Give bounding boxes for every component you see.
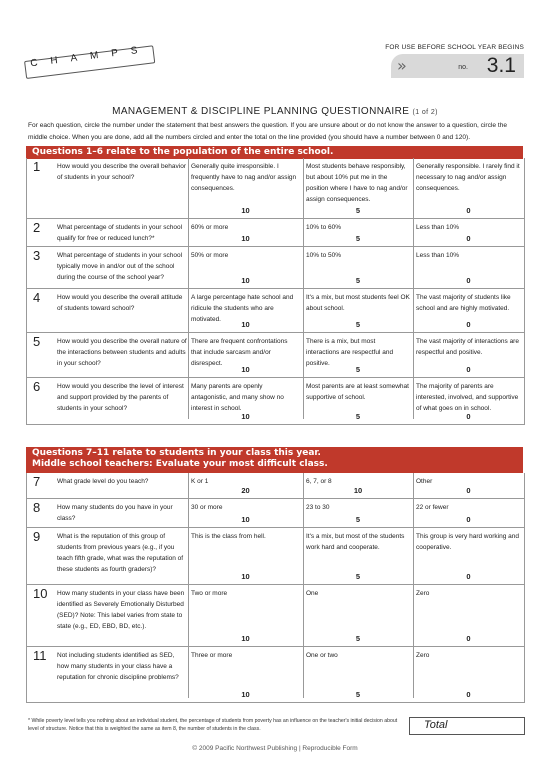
points-high[interactable]: 10 <box>241 634 250 643</box>
option-low: Generally responsible. I rarely find it necessary to nag and/or assign consequences. <box>416 163 520 192</box>
points-low[interactable]: 0 <box>466 634 471 643</box>
points-high[interactable]: 10 <box>241 572 250 581</box>
section-header-2-line2: Middle school teachers: Evaluate your most difficult class. <box>32 459 328 469</box>
double-chevron-icon: » <box>397 56 407 75</box>
points-low[interactable]: 0 <box>466 276 471 285</box>
question-number: 8 <box>33 500 41 515</box>
points-low[interactable]: 0 <box>466 365 471 374</box>
question-number: 10 <box>33 586 48 601</box>
option-mid: 10% to 60% <box>306 224 342 231</box>
option-mid: Most parents are at least somewhat supportive of school. <box>306 383 409 401</box>
question-row <box>27 473 524 499</box>
title-main: MANAGEMENT & DISCIPLINE PLANNING QUESTIONNAIRE <box>112 106 410 117</box>
points-mid[interactable]: 5 <box>355 234 361 243</box>
option-high: Generally quite irresponsible. I frequently have to nag and/or assign consequences. <box>191 163 297 192</box>
question-text: How would you describe the overall nature of the interactions between students and adults in your school? <box>57 338 187 367</box>
option-low: Less than 10% <box>416 224 460 231</box>
points-high[interactable]: 10 <box>241 690 250 699</box>
section-header-1: Questions 1–6 relate to the population of the entire school. <box>26 146 523 159</box>
points-high[interactable]: 10 <box>241 276 250 285</box>
question-text: What percentage of students in your school typically move in and/or out of the school during the course of the school year? <box>57 252 183 281</box>
points-mid[interactable]: 5 <box>355 276 361 285</box>
question-number: 4 <box>33 290 41 305</box>
option-high: 50% or more <box>191 252 229 259</box>
option-high: K or 1 <box>191 478 209 485</box>
question-text: How would you describe the overall attitude of students toward school? <box>57 294 183 312</box>
question-number: 6 <box>33 379 41 394</box>
points-high[interactable]: 10 <box>241 515 250 524</box>
option-mid: There is a mix, but most interactions are respectful and positive. <box>306 338 394 367</box>
form-number: 3.1 <box>486 54 516 77</box>
question-number: 7 <box>33 474 41 489</box>
points-low[interactable]: 0 <box>466 234 471 243</box>
question-text: How many students in your class have been identified as Severely Emotionally Disturbed (SED)? Note: This label varies from state to state (e.g., ED, EBD, BD, etc.). <box>57 590 185 630</box>
points-high[interactable]: 20 <box>241 486 250 495</box>
question-row <box>27 499 524 528</box>
question-row <box>27 647 524 703</box>
column-divider <box>188 158 189 419</box>
option-low: Zero <box>416 652 430 659</box>
footnote: * While poverty level tells you nothing about an individual student, the percentage of students from poverty has an influence on the teacher's initial decision about level of structure. Notice that this is weighted the same as item 8, the number of students in the class. <box>28 718 398 732</box>
points-mid[interactable]: 5 <box>355 365 361 374</box>
question-number: 3 <box>33 248 41 263</box>
option-mid: It's a mix, but most of the students work hard and cooperate. <box>306 533 405 551</box>
option-low: The vast majority of students like school and are highly motivated. <box>416 294 511 312</box>
question-text: How would you describe the level of interest and support provided by the parents of students in your school? <box>57 383 184 412</box>
question-number: 9 <box>33 529 41 544</box>
option-low: The vast majority of interactions are respectful and positive. <box>416 338 519 356</box>
option-mid: 6, 7, or 8 <box>306 478 332 485</box>
number-label: no. <box>458 64 468 71</box>
section-header-2 <box>26 447 523 473</box>
option-mid: 23 to 30 <box>306 504 330 511</box>
option-high: This is the class from hell. <box>191 533 266 540</box>
option-high: 30 or more <box>191 504 223 511</box>
points-mid[interactable]: 5 <box>355 634 361 643</box>
points-low[interactable]: 0 <box>466 412 471 421</box>
question-number: 11 <box>33 648 47 663</box>
usage-note: FOR USE BEFORE SCHOOL YEAR BEGINS <box>385 44 524 51</box>
question-row <box>27 247 524 289</box>
questions-table-2 <box>26 473 525 703</box>
points-high[interactable]: 10 <box>241 206 250 215</box>
option-high: There are frequent confrontations that include sarcasm and/or disrespect. <box>191 338 288 367</box>
copyright: © 2009 Pacific Northwest Publishing | Reproducible Form <box>192 745 358 752</box>
points-mid[interactable]: 5 <box>355 206 361 215</box>
points-high[interactable]: 10 <box>241 234 250 243</box>
question-number: 5 <box>33 334 41 349</box>
points-mid[interactable]: 5 <box>355 572 361 581</box>
points-mid[interactable]: 5 <box>355 320 361 329</box>
question-number: 2 <box>33 220 41 235</box>
question-text: What grade level do you teach? <box>57 478 149 485</box>
question-text: How many students do you have in your class? <box>57 504 173 522</box>
points-low[interactable]: 0 <box>466 515 471 524</box>
total-field[interactable] <box>409 717 525 735</box>
points-high[interactable]: 10 <box>241 412 250 421</box>
page-title <box>0 106 550 117</box>
question-row <box>27 378 524 425</box>
option-low: This group is very hard working and cooperative. <box>416 533 519 551</box>
questions-table-1 <box>26 158 525 425</box>
total-label: Total <box>424 719 448 731</box>
points-mid[interactable]: 5 <box>355 515 361 524</box>
option-low: The majority of parents are interested, involved, and supportive of what goes on in school. <box>416 383 519 412</box>
question-row <box>27 333 524 378</box>
option-high: A large percentage hate school and ridicule the students who are motivated. <box>191 294 294 323</box>
question-row <box>27 528 524 585</box>
option-high: Many parents are openly antagonistic, and many show no interest in school. <box>191 383 284 412</box>
question-text: What percentage of students in your school qualify for free or reduced lunch?* <box>57 224 183 242</box>
champs-logo <box>23 39 155 77</box>
section-header-2-line1: Questions 7–11 relate to students in your class this year. <box>32 448 321 458</box>
question-text: What is the reputation of this group of students from previous years (e.g., if you teach fifth grade, what was the reputation of these students as fourth graders)? <box>57 533 184 573</box>
option-high: 60% or more <box>191 224 229 231</box>
option-low: Less than 10% <box>416 252 460 259</box>
option-mid: 10% to 50% <box>306 252 342 259</box>
question-row <box>27 289 524 333</box>
points-mid[interactable]: 10 <box>353 486 363 495</box>
question-row <box>27 585 524 647</box>
column-divider <box>303 158 304 419</box>
option-mid: One <box>306 590 319 597</box>
question-number: 1 <box>33 159 41 174</box>
question-row <box>27 158 524 219</box>
points-low[interactable]: 0 <box>466 206 471 215</box>
question-text: How would you describe the overall behavior of students in your school? <box>57 163 186 181</box>
question-row <box>27 219 524 247</box>
instructions: For each question, circle the number under the statement that best answers the question. If you are unsure about or do not know the answer to a question, circle the middle choice. When you are done, add all the numbers circled and enter the total on the line provided (you should have a number between 0 and 120). <box>28 122 508 141</box>
question-text: Not including students identified as SED, how many students in your class have a reputation for chronic discipline problems? <box>57 652 179 681</box>
column-divider <box>303 473 304 698</box>
points-high[interactable]: 10 <box>241 320 250 329</box>
points-mid[interactable]: 5 <box>355 412 361 421</box>
option-high: Two or more <box>191 590 228 597</box>
points-low[interactable]: 0 <box>466 572 471 581</box>
option-low: 22 or fewer <box>416 504 449 511</box>
column-divider <box>188 473 189 698</box>
option-mid: One or two <box>306 652 338 659</box>
points-low[interactable]: 0 <box>466 486 471 495</box>
option-low: Zero <box>416 590 430 597</box>
option-low: Other <box>416 478 433 485</box>
column-divider <box>413 158 414 419</box>
option-mid: Most students behave responsibly, but about 10% put me in the position where I have to nag and/or assign consequences. <box>306 163 408 203</box>
option-high: Three or more <box>191 652 233 659</box>
points-low[interactable]: 0 <box>466 320 471 329</box>
form-number-tab <box>391 54 524 78</box>
title-page: (1 of 2) <box>412 109 438 116</box>
logo-text: CHAMPS <box>29 43 151 70</box>
points-low[interactable]: 0 <box>466 690 471 699</box>
points-mid[interactable]: 5 <box>355 690 361 699</box>
column-divider <box>413 473 414 698</box>
points-high[interactable]: 10 <box>241 365 250 374</box>
option-mid: It's a mix, but most students feel OK about school. <box>306 294 410 312</box>
